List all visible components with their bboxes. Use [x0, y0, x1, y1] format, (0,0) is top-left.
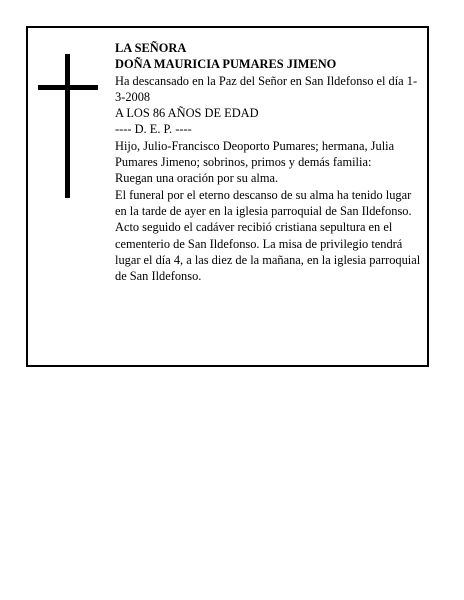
age-line: A LOS 86 AÑOS DE EDAD [115, 106, 259, 121]
deceased-name: DOÑA MAURICIA PUMARES JIMENO [115, 57, 337, 72]
cross-icon [38, 54, 98, 198]
notice-title: LA SEÑORA [115, 41, 187, 55]
obituary-notice [26, 26, 429, 367]
notice-text [115, 40, 425, 284]
prayer-request: Ruegan una oración por su alma. [115, 171, 279, 186]
cross-horizontal-bar [38, 85, 98, 90]
death-statement: Ha descansado en la Paz del Señor en San Ildefonso el día 1-3-2008 [115, 73, 418, 104]
cross-vertical-bar [65, 54, 70, 198]
funeral-details: El funeral por el eterno descanso de su alma ha tenido lugar en la tarde de ayer en la iglesia parroquial de San Ildefonso. Acto seguido el cadáver recibió cristiana sepultura en el cementerio de San Ildefonso. La misa de privilegio tendrá lugar el día 4, a las diez de la mañana, en la iglesia parroquial de San Ildefonso. [115, 187, 421, 284]
family-line: Hijo, Julio-Francisco Deoporto Pumares; hermana, Julia Pumares Jimeno; sobrinos, primos y demás familia: [115, 138, 395, 170]
rip-line: ---- D. E. P. ---- [115, 122, 192, 137]
